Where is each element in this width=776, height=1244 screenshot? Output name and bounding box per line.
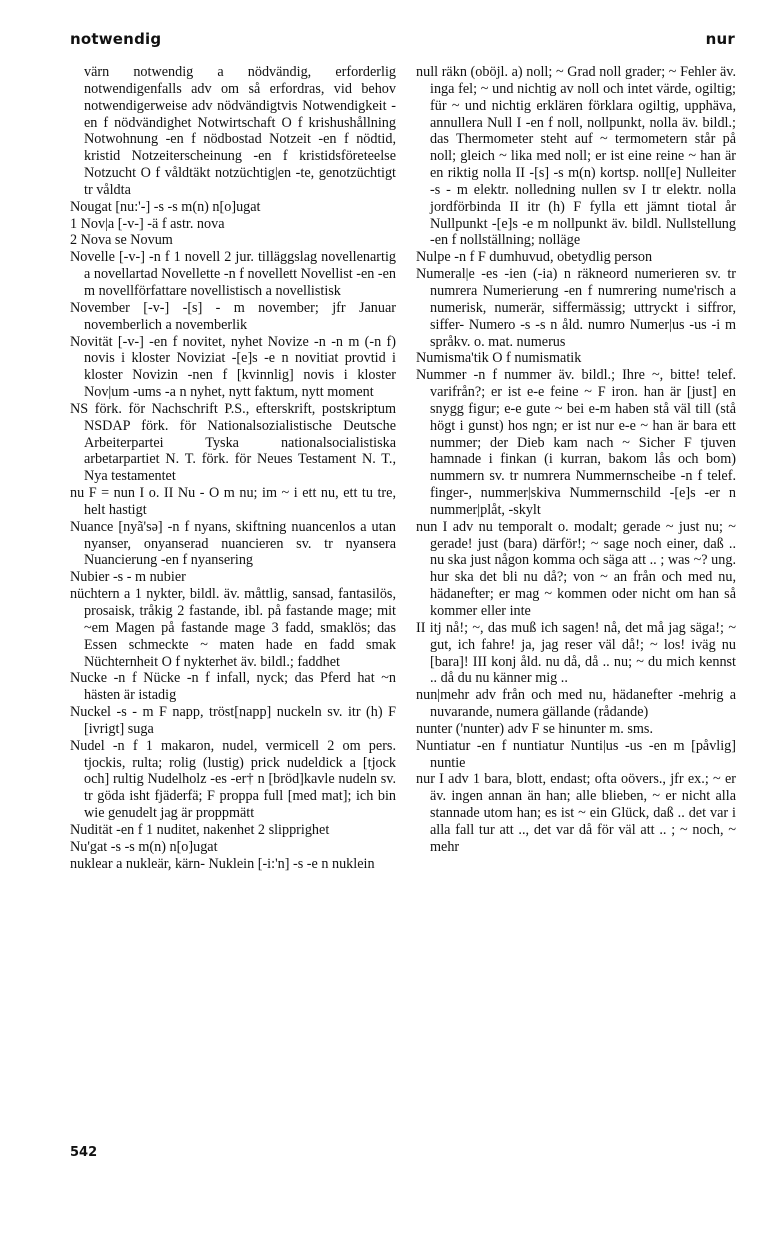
dictionary-entry: nun|mehr adv från och med nu, hädanefter -mehrig a nuvarande, numera gällande (rådande): [416, 687, 736, 721]
dictionary-entry: nun I adv nu temporalt o. modalt; gerade ~ just nu; ~ gerade! just (bara) därför!; ~ sage noch einer, daß .. nu ska just någon komma och säga att .. ; was ~? ung. hur ska det bli nu då?; von ~ an från och med nu, hädanefter; er mag ~ kommen oder nicht om han så kommer eller inte: [416, 518, 736, 619]
dictionary-entry: nuklear a nukleär, kärn- Nuklein [-i:'n] -s -e n nuklein: [70, 855, 375, 872]
dictionary-entry: II itj nå!; ~, das muß ich sagen! nå, det må jag säga!; ~ gut, ich fahre! ja, jag reser väl då!; ~ los! iväg nu [bara]! III konj åld. nu då, då .. nu; ~ du mich kennst .. då du nu känner mig ..: [416, 619, 736, 687]
dictionary-entry: 1 Nov|a [-v-] -ä f astr. nova: [70, 215, 225, 232]
right-column: [416, 64, 736, 856]
dictionary-entry: Numeral|e -es -ien (-ia) n räkneord numerieren sv. tr numrera Numerierung -en f numrering nume'risch a numerisk, numerär, siffermässig; uttryckt i siffror, siffer- Numero -s -s n åld. numro Numer|us -us -i m språkv. o. mat. numerus: [416, 266, 736, 350]
dictionary-entry: NS förk. för Nachschrift P.S., efterskrift, postskriptum NSDAP förk. för Nationalsozialistische Deutsche Arbeiterpartei Tyska nationalsocialistiska arbetarpartiet N. T. förk. för Neues Testament N. T., Nya testamentet: [70, 400, 396, 485]
dictionary-entry: Novität [-v-] -en f novitet, nyhet Novize -n -n m (-n f) novis i kloster Noviziat -[e]s -e n novitiat provtid i kloster Novizin -nen f [kvinnlig] novis i kloster Nov|um -ums -a n nyhet, nytt faktum, nytt moment: [70, 333, 396, 401]
dictionary-entry: Nu'gat -s -s m(n) n[o]ugat: [70, 838, 218, 855]
left-guide-word: notwendig: [70, 30, 162, 48]
dictionary-entry: Nuntiatur -en f nuntiatur Nunti|us -us -en m [påvlig] nuntie: [416, 737, 736, 771]
dictionary-entry: Nudel -n f 1 makaron, nudel, vermicell 2 om pers. tjockis, rulta; rolig (lustig) prick nudeldick a [tjock och] rultig Nudelholz -es -er† n [bröd]kavle nudeln sv. tr göda isht fjäderfä; F proppa full [med mat]; ich bin wie genudelt jag är proppmätt: [70, 737, 396, 822]
dictionary-entry: Nuance [nyã'sə] -n f nyans, skiftning nuancenlos a utan nyanser, onyanserad nuancieren sv. tr nyansera Nuancierung -en f nyansering: [70, 518, 396, 569]
dictionary-entry: Nulpe -n f F dumhuvud, obetydlig person: [416, 249, 653, 266]
dictionary-entry: Nucke -n f Nücke -n f infall, nyck; das Pferd hat ~n hästen är istadig: [70, 670, 396, 704]
dictionary-entry: nu F = nun I o. II Nu - O m nu; im ~ i ett nu, ett tu tre, helt hastigt: [70, 485, 396, 518]
dictionary-entry: nüchtern a 1 nykter, bildl. äv. måttlig, sansad, fantasilös, prosaisk, tråkig 2 fastande, ibl. på fastande mage; mit ~em Magen på fastande mage 3 fadd, smaklös; das Essen schmeckte ~ maten hade en fadd smak Nüchternheit O f nykterhet äv. bildl.; faddhet: [70, 586, 396, 670]
dictionary-entry: Nummer -n f nummer äv. bildl.; Ihre ~, bitte! telef. varifrån?; er ist e-e feine ~ F iron. han är [just] en snygg figur; e-e gute ~ bei e-m haben stå väl till (stå högt i gunst) hos ngn; er ist nur e-e ~ han är bara ett nummer; der Dieb kam nach ~ Sicher F tjuven hamnade i finkan (i kurran, bakom lås och bom) nummern sv. tr numrera Nummernscheibe -n f telef. finger-, nummer|skiva Nummernschild -[e]s -er n nummer|plåt, -skylt: [416, 367, 736, 518]
right-guide-word: nur: [705, 30, 735, 48]
dictionary-entry: värn notwendig a nödvändig, erforderlig notwendigenfalls adv om så erfordras, vid behov notwendigerweise adv nödvändigtvis Notwendigkeit -en f nödvändighet Notwirtschaft O f krishushållning Notwohnung -en f nödbostad Notzeit -en f nödtid, kristid Notzeiterscheinung -en f kristidsföreteelse Notzucht O f våldtäkt notzüchtig|en -te, genotzüchtigt tr våldta: [84, 64, 396, 198]
dictionary-entry: Novelle [-v-] -n f 1 novell 2 jur. tilläggslag novellenartig a novellartad Novellette -n f novellett Novellist -en -en m novellförfattare novellistisch a novellistisk: [70, 249, 397, 299]
dictionary-entry: nunter ('nunter) adv F se hinunter m. sms.: [416, 720, 654, 737]
dictionary-entry: Nougat [nu:'-] -s -s m(n) n[o]ugat: [70, 198, 261, 215]
dictionary-entry: Nuckel -s - m F napp, tröst[napp] nuckeln sv. itr (h) F [ivrigt] suga: [70, 704, 396, 737]
dictionary-entry: 2 Nova se Novum: [70, 232, 173, 249]
left-column: [70, 64, 396, 873]
dictionary-entry: Nudität -en f 1 nuditet, nakenhet 2 slipprighet: [70, 821, 330, 838]
dictionary-entry: null räkn (oböjl. a) noll; ~ Grad noll grader; ~ Fehler äv. inga fel; ~ und nichtig av noll och intet värde, ogiltig; für ~ und nichtig erklären förklara ogiltig, upphäva, annullera Null I -en f noll, nollpunkt, nolla äv. bildl.; das Thermometer steht auf ~ termometern står på noll; gleich ~ lika med noll; er ist eine reine ~ han är en riktig nolla II -[s] -s m(n) kortsp. noll[e] Nulleiter -s - m elektr. nolledning nullen sv I tr elektr. nolla jordförbinda II itr (h) F fylla ett jämnt tiotal år Nullpunkt -[e]s -e m nollpunkt äv. bildl. Nullstellung -en f nollställning; nolläge: [416, 64, 736, 249]
dictionary-entry: Numisma'tik O f numismatik: [416, 350, 582, 367]
page-number: 542: [70, 1145, 98, 1160]
dictionary-entry: Nubier -s - m nubier: [70, 569, 186, 586]
dictionary-entry: November [-v-] -[s] - m november; jfr Januar novemberlich a novemberlik: [70, 299, 396, 333]
dictionary-entry: nur I adv 1 bara, blott, endast; ofta oövers., jfr ex.; ~ er äv. ingen annan än han; alle blieben, ~ er nicht alla stannade utom han; es ist ~ ein Glück, daß .. det var i alla fall tur att .., det var då för väl att .. ; ~ noch, ~ mehr: [416, 771, 736, 855]
